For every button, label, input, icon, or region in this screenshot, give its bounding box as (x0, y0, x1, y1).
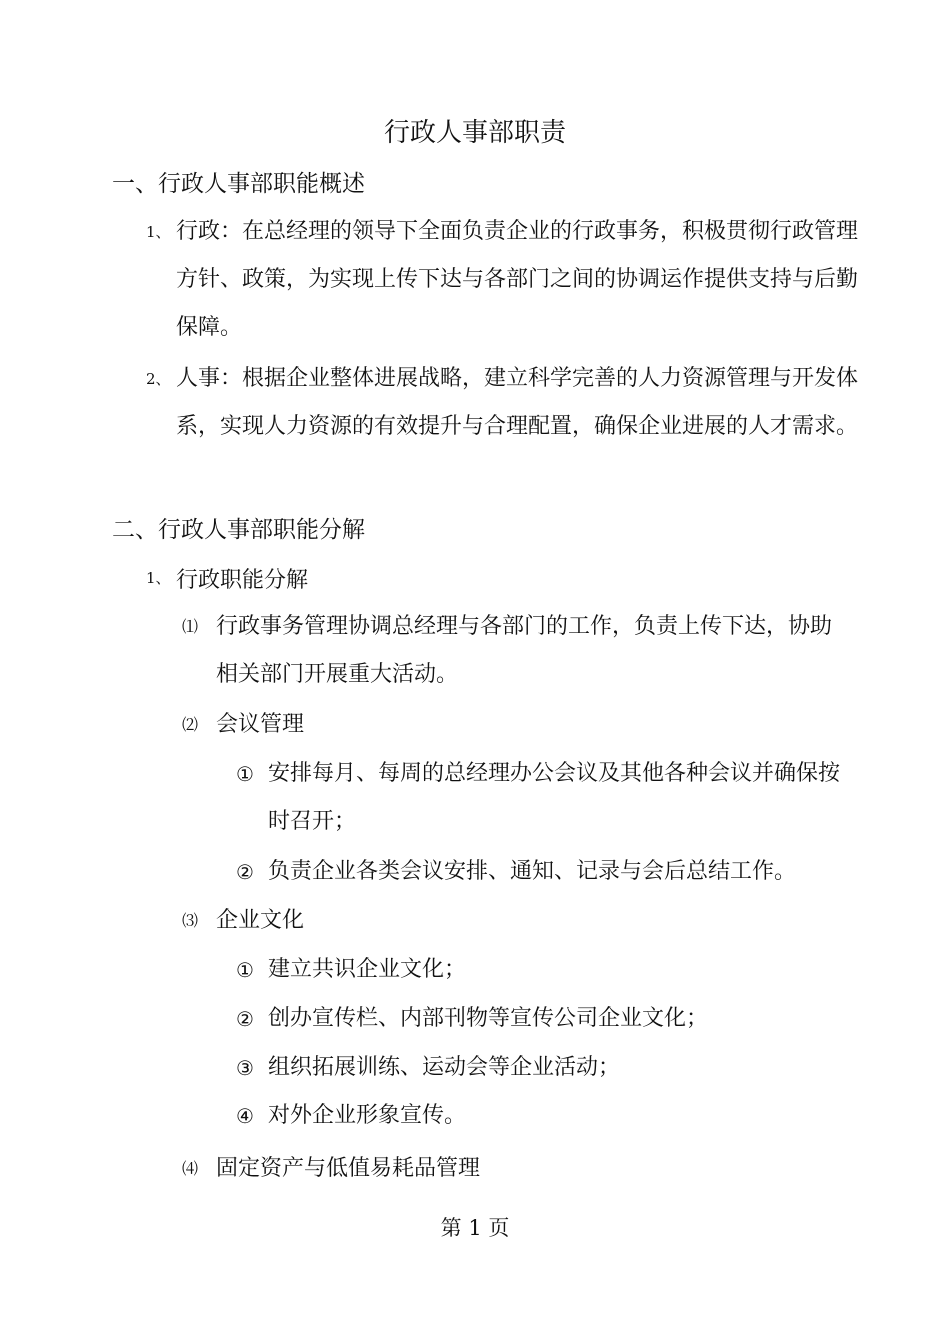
circled-marker: ① (236, 958, 254, 982)
paragraph-text: 行政：在总经理的领导下全面负责企业的行政事务，积极贯彻行政管理方针、政策，为实现上传下达与各部门之间的协调运作提供支持与后勤保障。 (176, 219, 859, 340)
page-number: 第 1 页 (440, 1216, 510, 1240)
section-heading-2: 二、行政人事部职能分解 (112, 517, 365, 543)
point-fixed-assets (182, 1145, 850, 1193)
circled-marker: ② (236, 860, 254, 884)
item-marker: 1、 (146, 223, 171, 241)
culture-item-1 (236, 946, 858, 994)
item-text: 负责企业各类会议安排、通知、记录与会后总结工作。 (268, 859, 797, 884)
meeting-item-2 (236, 848, 858, 896)
paragraph-text: 人事：根据企业整体进展战略，建立科学完善的人力资源管理与开发体系，实现人力资源的有效提升与合理配置，确保企业进展的人才需求。 (176, 366, 859, 439)
subsection-heading (146, 563, 309, 594)
point-admin-affairs (182, 603, 850, 699)
point-meetings (182, 701, 850, 749)
culture-item-4 (236, 1092, 858, 1140)
item-marker: 2、 (146, 370, 171, 388)
meeting-item-1 (236, 750, 858, 846)
item-text: 组织拓展训练、运动会等企业活动； (268, 1055, 621, 1080)
point-text: 行政事务管理协调总经理与各部门的工作，负责上传下达，协助相关部门开展重大活动。 (216, 614, 833, 687)
point-text: 固定资产与低值易耗品管理 (216, 1156, 481, 1181)
point-text: 会议管理 (216, 712, 305, 737)
culture-item-3 (236, 1044, 858, 1092)
circled-marker: ② (236, 1007, 254, 1031)
point-culture (182, 897, 850, 945)
culture-item-2 (236, 995, 858, 1043)
item-text: 对外企业形象宣传。 (268, 1103, 467, 1128)
circled-marker: ④ (236, 1104, 254, 1128)
item-text: 建立共识企业文化； (268, 957, 467, 982)
item-marker: 1、 (146, 569, 171, 587)
paragraph-admin (146, 208, 866, 352)
circled-marker: ③ (236, 1056, 254, 1080)
point-text: 企业文化 (216, 908, 305, 933)
point-marker: ⑴ (182, 617, 199, 636)
point-marker: ⑵ (182, 715, 199, 734)
item-text: 创办宣传栏、内部刊物等宣传公司企业文化； (268, 1006, 709, 1031)
page-title: 行政人事部职责 (383, 118, 566, 148)
point-marker: ⑶ (182, 911, 199, 930)
item-text: 安排每月、每周的总经理办公会议及其他各种会议并确保按时召开； (268, 761, 841, 834)
circled-marker: ① (236, 762, 254, 786)
point-marker: ⑷ (182, 1159, 199, 1178)
section-heading-1: 一、行政人事部职能概述 (112, 171, 365, 197)
subsection-title: 行政职能分解 (176, 568, 309, 593)
paragraph-hr (146, 355, 866, 451)
